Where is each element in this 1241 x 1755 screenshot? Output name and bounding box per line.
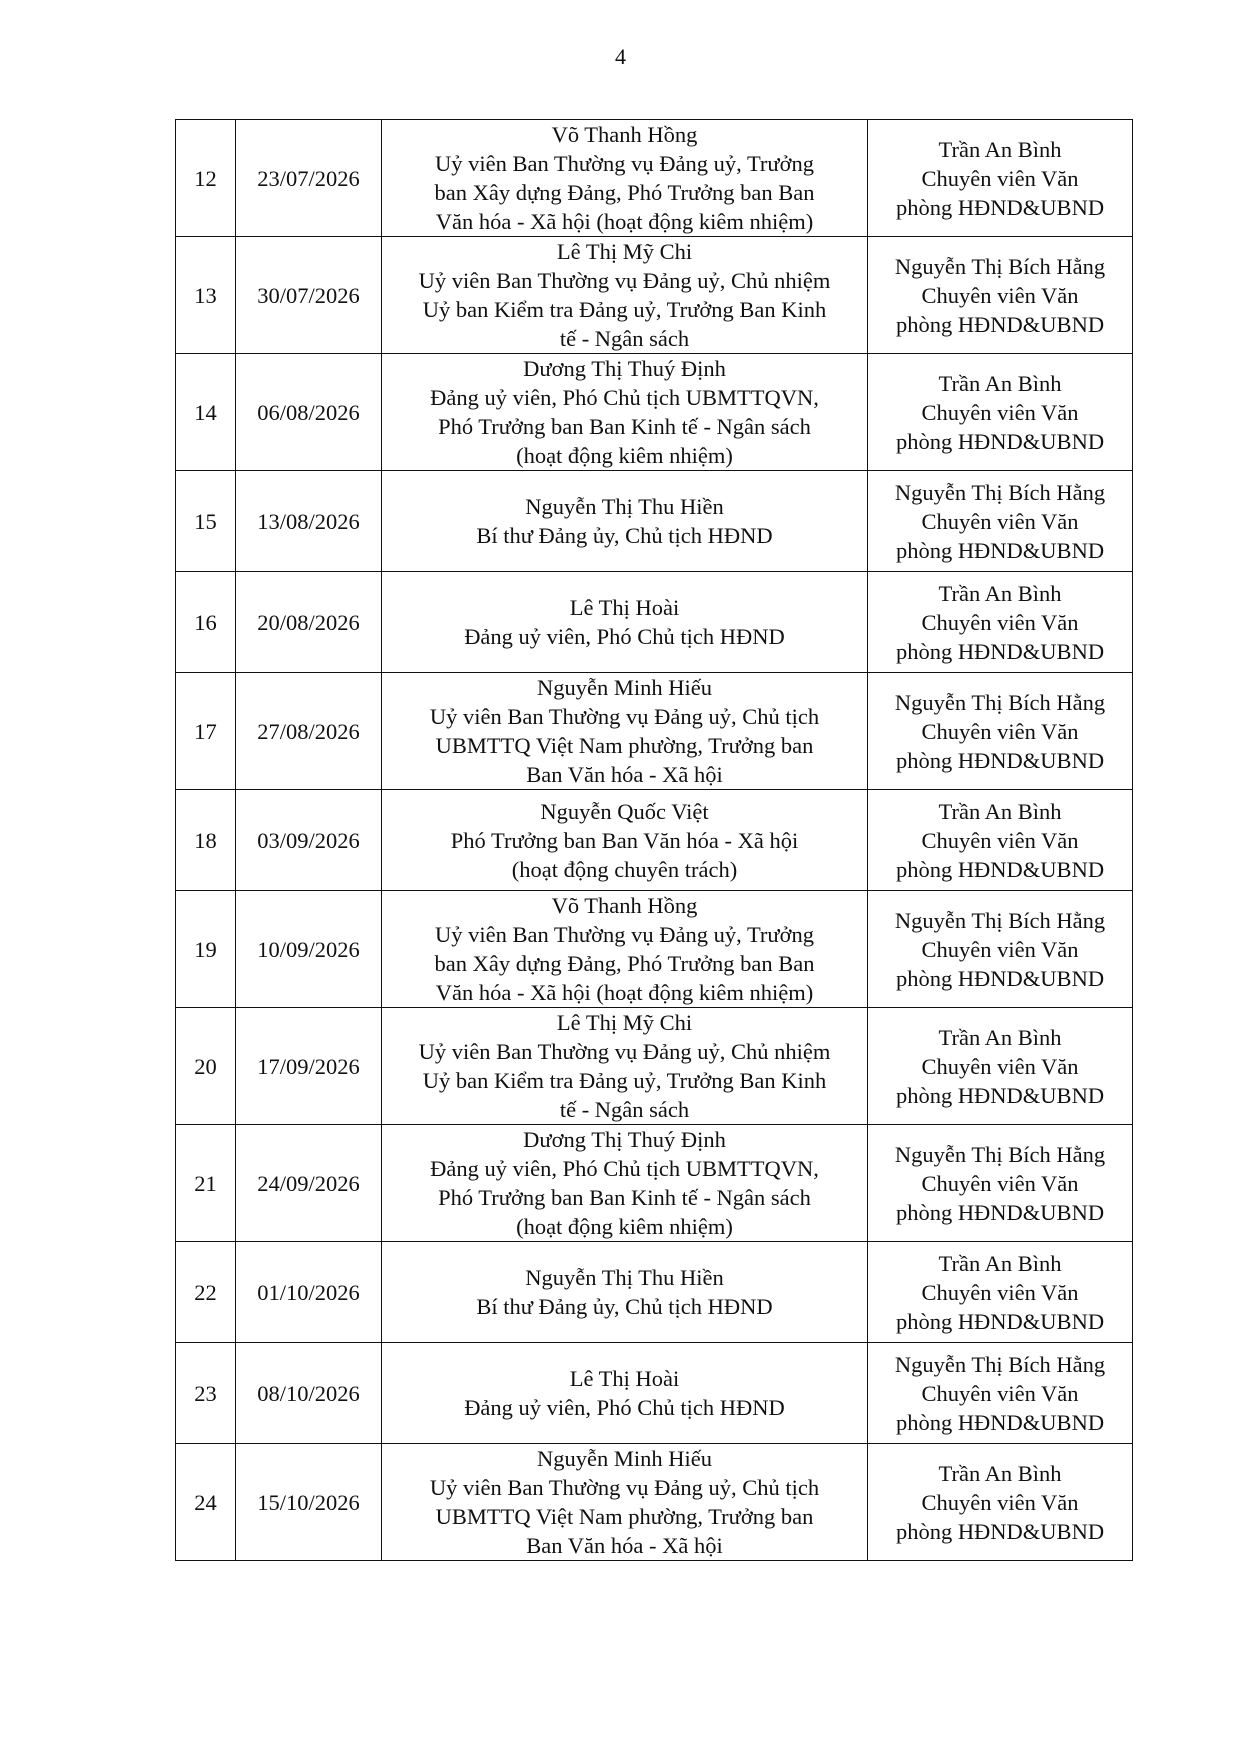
- table-row: [176, 1343, 1133, 1444]
- person-cell: [382, 1444, 868, 1561]
- staff-title-line: Chuyên viên Văn: [921, 1053, 1079, 1079]
- staff-title-line: Chuyên viên Văn: [921, 1489, 1079, 1515]
- staff-name: Trần An Bình: [938, 1250, 1062, 1276]
- staff-name: Trần An Bình: [938, 1024, 1062, 1050]
- person-title-line: Uỷ viên Ban Thường vụ Đảng uỷ, Trưởng: [434, 151, 815, 176]
- person-title-line: Uỷ ban Kiểm tra Đảng uỷ, Trưởng Ban Kinh: [422, 297, 827, 322]
- date-cell: 15/10/2026: [236, 1444, 382, 1561]
- person-name: Lê Thị Hoài: [569, 1366, 680, 1391]
- staff-title-line: phòng HĐND&UBND: [895, 537, 1105, 563]
- person-title-line: Uỷ viên Ban Thường vụ Đảng uỷ, Chủ tịch: [429, 1475, 820, 1500]
- staff-cell: [868, 1444, 1133, 1561]
- schedule-table: [175, 119, 1133, 1561]
- staff-title-line: Chuyên viên Văn: [921, 165, 1079, 191]
- table-row: [176, 1125, 1133, 1242]
- staff-cell: [868, 120, 1133, 237]
- person-title-line: (hoạt động kiêm nhiệm): [516, 1214, 733, 1239]
- person-title-line: ban Xây dựng Đảng, Phó Trưởng ban Ban: [434, 951, 815, 976]
- person-cell: [382, 790, 868, 891]
- person-title-line: Uỷ viên Ban Thường vụ Đảng uỷ, Chủ nhiệm: [418, 268, 831, 293]
- person-cell: [382, 237, 868, 354]
- date-cell: 08/10/2026: [236, 1343, 382, 1444]
- staff-title-line: Chuyên viên Văn: [921, 1380, 1079, 1406]
- person-title-line: Văn hóa - Xã hội (hoạt động kiêm nhiệm): [435, 980, 814, 1005]
- staff-title-line: Chuyên viên Văn: [921, 1279, 1079, 1305]
- staff-name: Nguyễn Thị Bích Hằng: [894, 1351, 1106, 1377]
- staff-cell: [868, 1125, 1133, 1242]
- staff-title-line: phòng HĐND&UBND: [895, 856, 1105, 882]
- date-cell: 10/09/2026: [236, 891, 382, 1008]
- person-name: Lê Thị Mỹ Chi: [556, 239, 693, 264]
- person-title-line: UBMTTQ Việt Nam phường, Trưởng ban: [435, 1504, 814, 1529]
- person-cell: [382, 1125, 868, 1242]
- person-name: Nguyễn Minh Hiếu: [537, 675, 712, 700]
- row-number-cell: 12: [176, 120, 236, 237]
- staff-name: Nguyễn Thị Bích Hằng: [894, 479, 1106, 505]
- row-number-cell: 22: [176, 1242, 236, 1343]
- person-title-line: Uỷ ban Kiểm tra Đảng uỷ, Trưởng Ban Kinh: [422, 1068, 827, 1093]
- person-title-line: tế - Ngân sách: [559, 326, 690, 351]
- person-title-line: Ban Văn hóa - Xã hội: [526, 762, 723, 787]
- table-row: [176, 572, 1133, 673]
- person-title-line: tế - Ngân sách: [559, 1097, 690, 1122]
- person-title-line: Ban Văn hóa - Xã hội: [526, 1533, 723, 1558]
- staff-cell: [868, 1008, 1133, 1125]
- staff-title-line: phòng HĐND&UBND: [895, 965, 1105, 991]
- staff-name: Nguyễn Thị Bích Hằng: [894, 689, 1106, 715]
- person-cell: [382, 572, 868, 673]
- person-title-line: Đảng uỷ viên, Phó Chủ tịch HĐND: [464, 1395, 785, 1420]
- person-title-line: Phó Trưởng ban Ban Kinh tế - Ngân sách: [438, 1185, 811, 1210]
- staff-title-line: Chuyên viên Văn: [921, 827, 1079, 853]
- person-cell: [382, 1343, 868, 1444]
- table-row: [176, 120, 1133, 237]
- person-name: Lê Thị Mỹ Chi: [556, 1010, 693, 1035]
- staff-name: Trần An Bình: [938, 580, 1062, 606]
- row-number-cell: 18: [176, 790, 236, 891]
- staff-title-line: phòng HĐND&UBND: [895, 1199, 1105, 1225]
- row-number-cell: 21: [176, 1125, 236, 1242]
- table-row: [176, 891, 1133, 1008]
- person-title-line: Đảng uỷ viên, Phó Chủ tịch UBMTTQVN,: [430, 385, 819, 410]
- table-row: [176, 790, 1133, 891]
- staff-title-line: phòng HĐND&UBND: [895, 311, 1105, 337]
- staff-title-line: Chuyên viên Văn: [921, 1170, 1079, 1196]
- person-title-line: Văn hóa - Xã hội (hoạt động kiêm nhiệm): [435, 209, 814, 234]
- staff-title-line: phòng HĐND&UBND: [895, 428, 1105, 454]
- staff-title-line: phòng HĐND&UBND: [895, 1308, 1105, 1334]
- staff-title-line: phòng HĐND&UBND: [895, 1518, 1105, 1544]
- row-number-cell: 16: [176, 572, 236, 673]
- person-title-line: (hoạt động kiêm nhiệm): [516, 443, 733, 468]
- row-number-cell: 19: [176, 891, 236, 1008]
- person-name: Võ Thanh Hồng: [551, 893, 698, 918]
- date-cell: 20/08/2026: [236, 572, 382, 673]
- person-name: Nguyễn Quốc Việt: [540, 798, 709, 824]
- person-name: Dương Thị Thuý Định: [523, 356, 726, 381]
- staff-name: Trần An Bình: [938, 370, 1062, 396]
- staff-cell: [868, 673, 1133, 790]
- person-cell: [382, 1242, 868, 1343]
- staff-cell: [868, 354, 1133, 471]
- person-name: Nguyễn Thị Thu Hiền: [525, 494, 724, 519]
- person-title-line: (hoạt động chuyên trách): [511, 856, 738, 882]
- person-cell: [382, 1008, 868, 1125]
- date-cell: 17/09/2026: [236, 1008, 382, 1125]
- person-title-line: Đảng uỷ viên, Phó Chủ tịch HĐND: [464, 624, 785, 649]
- table-row: [176, 1242, 1133, 1343]
- table-row: [176, 354, 1133, 471]
- person-title-line: Bí thư Đảng ủy, Chủ tịch HĐND: [476, 1294, 773, 1319]
- staff-title-line: phòng HĐND&UBND: [895, 1082, 1105, 1108]
- schedule-table-body: [176, 120, 1133, 1561]
- staff-cell: [868, 471, 1133, 572]
- staff-name: Trần An Bình: [938, 798, 1062, 824]
- table-row: [176, 471, 1133, 572]
- staff-cell: [868, 1343, 1133, 1444]
- date-cell: 30/07/2026: [236, 237, 382, 354]
- staff-cell: [868, 790, 1133, 891]
- staff-title-line: phòng HĐND&UBND: [895, 194, 1105, 220]
- staff-cell: [868, 891, 1133, 1008]
- staff-cell: [868, 237, 1133, 354]
- person-title-line: Uỷ viên Ban Thường vụ Đảng uỷ, Chủ tịch: [429, 704, 820, 729]
- page-number: 4: [615, 44, 626, 69]
- person-name: Lê Thị Hoài: [569, 595, 680, 620]
- person-title-line: UBMTTQ Việt Nam phường, Trưởng ban: [435, 733, 814, 758]
- staff-title-line: phòng HĐND&UBND: [895, 638, 1105, 664]
- row-number-cell: 17: [176, 673, 236, 790]
- row-number-cell: 13: [176, 237, 236, 354]
- staff-name: Trần An Bình: [938, 136, 1062, 162]
- person-cell: [382, 354, 868, 471]
- staff-name: Trần An Bình: [938, 1460, 1062, 1486]
- row-number-cell: 23: [176, 1343, 236, 1444]
- table-row: [176, 1444, 1133, 1561]
- date-cell: 01/10/2026: [236, 1242, 382, 1343]
- person-title-line: Uỷ viên Ban Thường vụ Đảng uỷ, Trưởng: [434, 922, 815, 947]
- staff-title-line: Chuyên viên Văn: [921, 508, 1079, 534]
- staff-cell: [868, 1242, 1133, 1343]
- person-cell: [382, 673, 868, 790]
- person-name: Võ Thanh Hồng: [551, 122, 698, 147]
- row-number-cell: 14: [176, 354, 236, 471]
- staff-name: Nguyễn Thị Bích Hằng: [894, 1141, 1106, 1167]
- date-cell: 06/08/2026: [236, 354, 382, 471]
- person-name: Dương Thị Thuý Định: [523, 1127, 726, 1152]
- person-title-line: ban Xây dựng Đảng, Phó Trưởng ban Ban: [434, 180, 815, 205]
- staff-title-line: Chuyên viên Văn: [921, 936, 1079, 962]
- row-number-cell: 20: [176, 1008, 236, 1125]
- staff-title-line: Chuyên viên Văn: [921, 399, 1079, 425]
- staff-title-line: phòng HĐND&UBND: [895, 747, 1105, 773]
- table-row: [176, 237, 1133, 354]
- person-name: Nguyễn Thị Thu Hiền: [525, 1265, 724, 1290]
- table-row: [176, 1008, 1133, 1125]
- staff-title-line: Chuyên viên Văn: [921, 282, 1079, 308]
- date-cell: 03/09/2026: [236, 790, 382, 891]
- person-title-line: Uỷ viên Ban Thường vụ Đảng uỷ, Chủ nhiệm: [418, 1039, 831, 1064]
- date-cell: 27/08/2026: [236, 673, 382, 790]
- staff-name: Nguyễn Thị Bích Hằng: [894, 253, 1106, 279]
- person-cell: [382, 891, 868, 1008]
- date-cell: 13/08/2026: [236, 471, 382, 572]
- person-title-line: Đảng uỷ viên, Phó Chủ tịch UBMTTQVN,: [430, 1156, 819, 1181]
- person-name: Nguyễn Minh Hiếu: [537, 1446, 712, 1471]
- row-number-cell: 24: [176, 1444, 236, 1561]
- person-title-line: Phó Trưởng ban Ban Văn hóa - Xã hội: [450, 827, 799, 853]
- date-cell: 23/07/2026: [236, 120, 382, 237]
- staff-cell: [868, 572, 1133, 673]
- staff-title-line: Chuyên viên Văn: [921, 609, 1079, 635]
- row-number-cell: 15: [176, 471, 236, 572]
- person-title-line: Bí thư Đảng ủy, Chủ tịch HĐND: [476, 523, 773, 548]
- person-title-line: Phó Trưởng ban Ban Kinh tế - Ngân sách: [438, 414, 811, 439]
- staff-title-line: Chuyên viên Văn: [921, 718, 1079, 744]
- person-cell: [382, 471, 868, 572]
- table-row: [176, 673, 1133, 790]
- staff-name: Nguyễn Thị Bích Hằng: [894, 907, 1106, 933]
- date-cell: 24/09/2026: [236, 1125, 382, 1242]
- staff-title-line: phòng HĐND&UBND: [895, 1409, 1105, 1435]
- person-cell: [382, 120, 868, 237]
